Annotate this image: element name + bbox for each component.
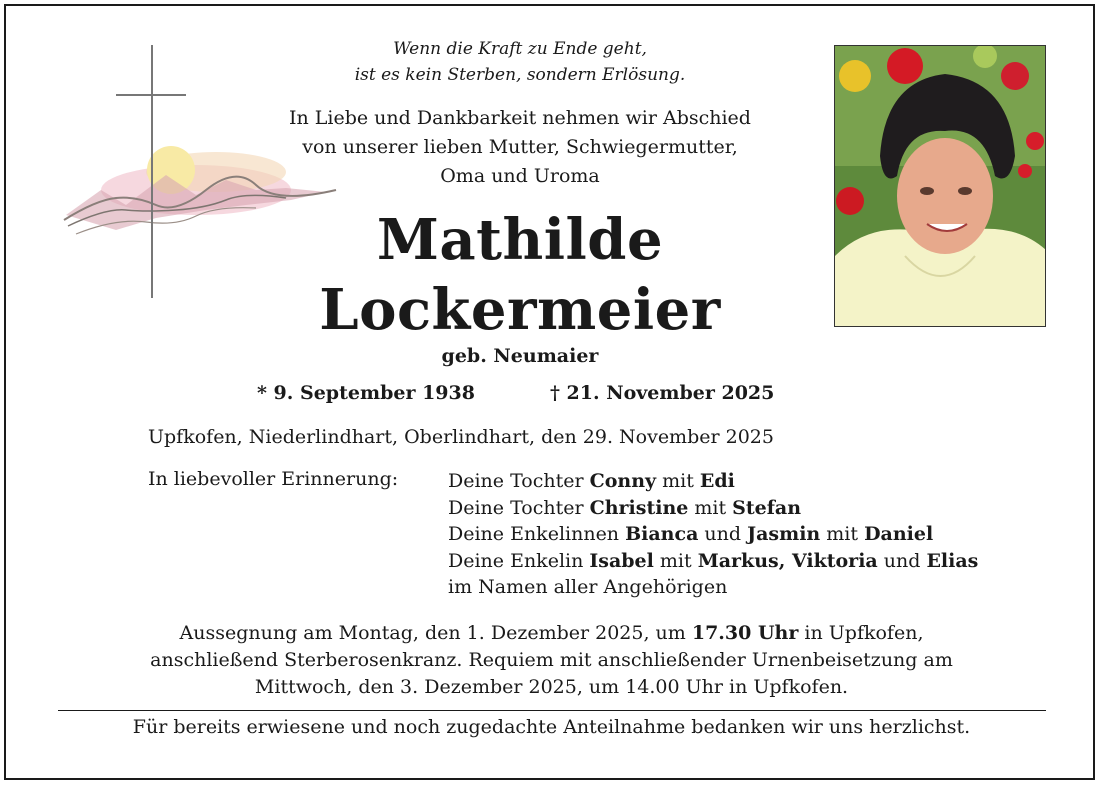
portrait-photo <box>834 45 1046 327</box>
place-and-date: Upfkofen, Niederlindhart, Oberlindhart, den 29. November 2025 <box>148 426 774 448</box>
birth-date: * 9. September 1938 <box>257 382 475 404</box>
motto <box>290 36 750 88</box>
divider <box>58 710 1046 711</box>
mourner-text: mit <box>653 549 698 572</box>
mourner-text: mit <box>688 496 733 519</box>
thanks-note: Für bereits erwiesene und noch zugedachte Anteilnahme bedanken wir uns herzlichst. <box>132 716 971 738</box>
intro-line-2: von unserer lieben Mutter, Schwiegermutter, <box>302 136 738 158</box>
mourner-text: Deine Enkelinnen <box>448 523 626 545</box>
mourner-text: im Namen aller Angehörigen <box>448 576 728 598</box>
mourner-name: Edi <box>699 470 735 492</box>
mourner-line <box>448 521 978 548</box>
mourner-text: und <box>698 523 748 545</box>
motto-line-1: Wenn die Kraft zu Ende geht, <box>393 39 647 59</box>
mourner-name: Markus, Viktoria <box>697 549 878 572</box>
mourner-name: Jasmin <box>747 523 821 545</box>
service-line-1 <box>60 620 1043 647</box>
mourner-text: Deine Enkelin <box>448 549 590 572</box>
mourner-line <box>448 548 978 575</box>
motto-line-2: ist es kein Sterben, sondern Erlösung. <box>354 65 686 85</box>
death-date: † 21. November 2025 <box>550 382 775 404</box>
intro-text <box>230 104 810 191</box>
service-line-1-pre: Aussegnung am Montag, den 1. Dezember 2025, um <box>179 622 692 644</box>
mourner-text: und <box>877 549 927 572</box>
funeral-service-info <box>60 620 1043 701</box>
service-time: 17.30 Uhr <box>691 622 799 644</box>
mourner-line <box>448 574 978 601</box>
first-name: Mathilde <box>376 207 664 273</box>
mourners-list <box>448 468 978 601</box>
mourner-line <box>448 468 978 495</box>
service-line-1-post: in Upfkofen, <box>798 622 924 644</box>
mourner-name: Elias <box>926 549 979 572</box>
mourner-text: Deine Tochter <box>448 470 590 492</box>
memory-label: In liebevoller Erinnerung: <box>148 468 399 490</box>
deceased-name <box>260 205 780 345</box>
mourner-text: mit <box>820 523 865 545</box>
intro-line-1: In Liebe und Dankbarkeit nehmen wir Abschied <box>289 107 751 129</box>
service-line-3: Mittwoch, den 3. Dezember 2025, um 14.00 Uhr in Upfkofen. <box>254 676 849 698</box>
mourner-text: Deine Tochter <box>448 496 590 519</box>
mourner-name: Daniel <box>864 523 934 545</box>
birth-name: geb. Neumaier <box>441 345 599 367</box>
mourner-name: Christine <box>589 496 689 519</box>
mourner-text: mit <box>656 470 700 492</box>
mourner-line <box>448 495 978 522</box>
mourner-name: Bianca <box>625 523 699 545</box>
intro-line-3: Oma und Uroma <box>440 165 600 187</box>
mourner-name: Stefan <box>732 496 802 519</box>
mourner-name: Conny <box>589 470 657 492</box>
last-name: Lockermeier <box>319 277 721 343</box>
mourner-name: Isabel <box>589 549 654 572</box>
service-line-2: anschließend Sterberosenkranz. Requiem mit anschließender Urnenbeisetzung am <box>150 649 953 671</box>
